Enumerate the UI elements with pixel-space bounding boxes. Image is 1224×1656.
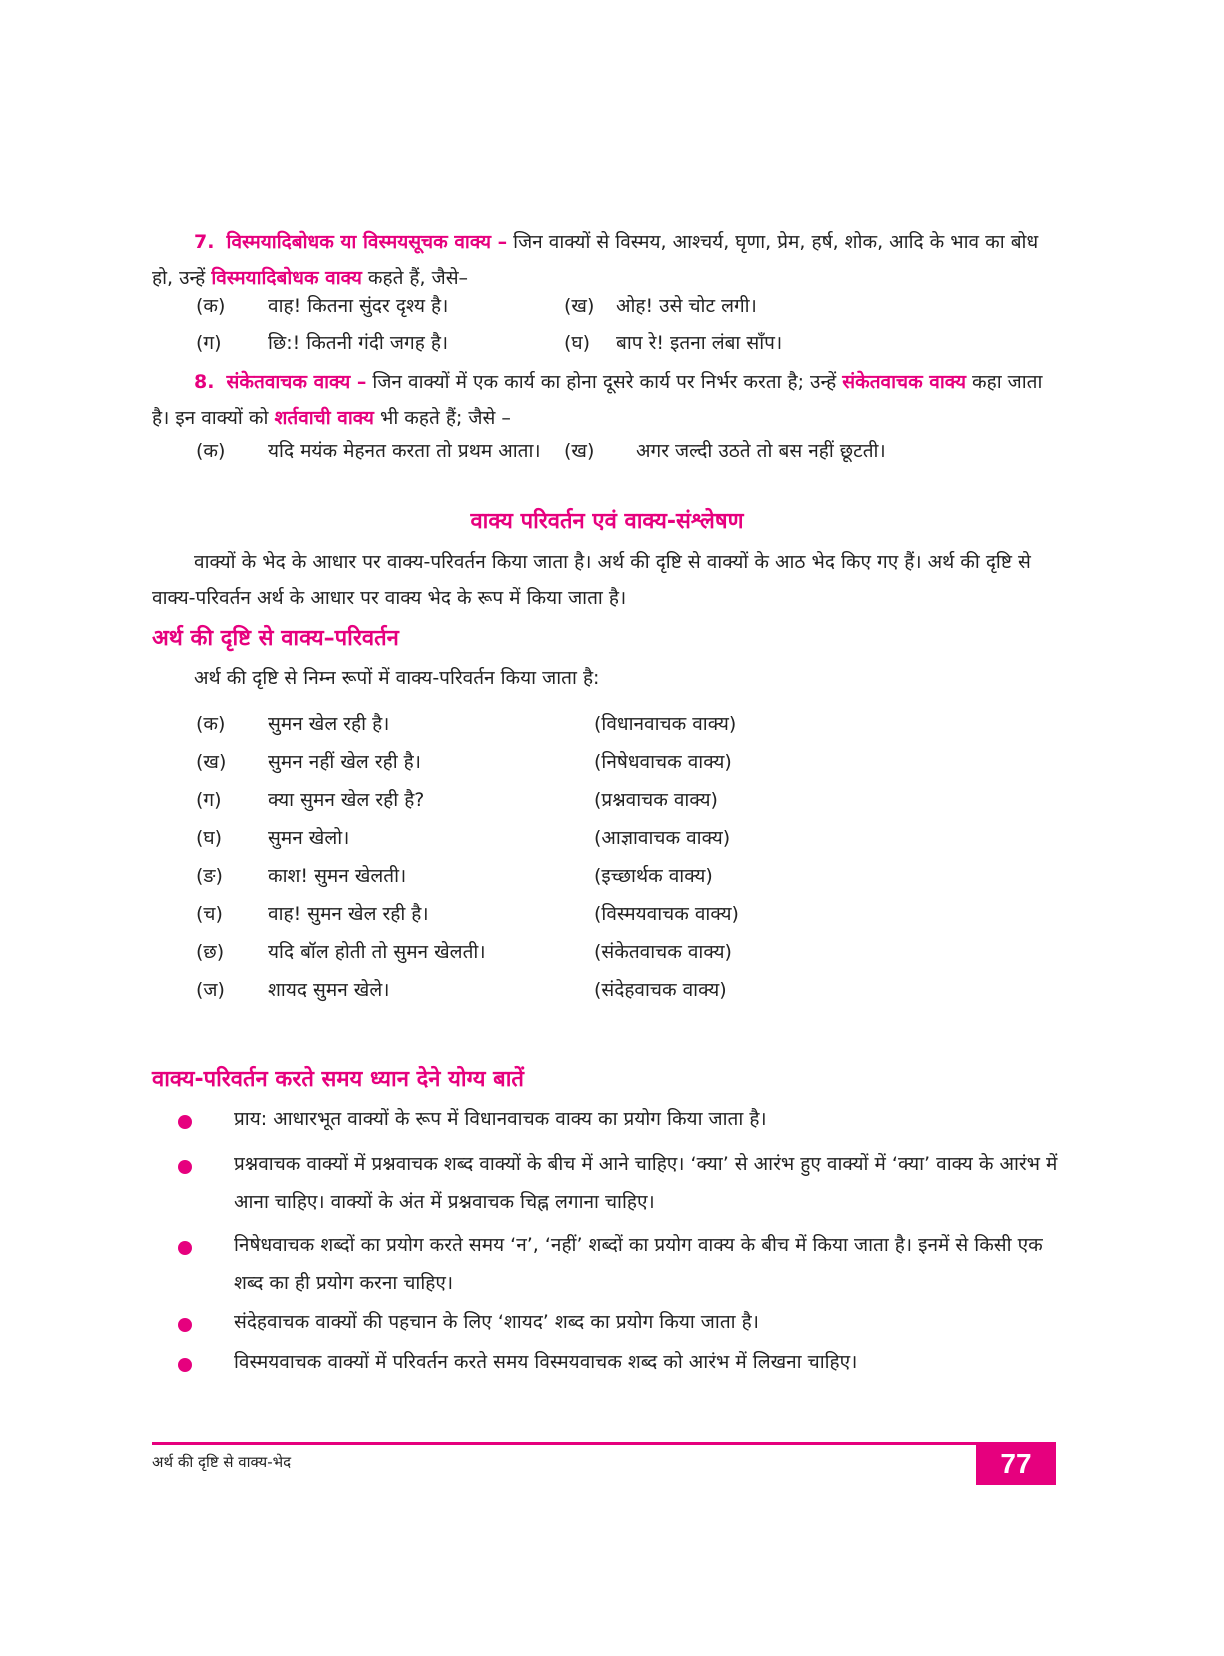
row-type: (इच्छार्थक वाक्य) bbox=[594, 865, 713, 887]
example-label: (ख) bbox=[564, 440, 595, 462]
sub-heading: अर्थ की दृष्टि से वाक्य–परिवर्तन bbox=[152, 626, 399, 651]
row-label: (च) bbox=[196, 903, 223, 925]
footer-divider bbox=[152, 1442, 1056, 1445]
row-label: (ज) bbox=[196, 979, 225, 1001]
section-8-text-3: भी कहते हैं; जैसे – bbox=[373, 407, 511, 429]
tip-text: विस्मयवाचक वाक्यों में परिवर्तन करते समय विस्मयवाचक शब्द को आरंभ में लिखना चाहिए। bbox=[234, 1351, 858, 1373]
row-sentence: सुमन नहीं खेल रही है। bbox=[268, 751, 421, 773]
main-heading: वाक्य परिवर्तन एवं वाक्य-संश्लेषण bbox=[470, 509, 744, 534]
section-8-text-1: जिन वाक्यों में एक कार्य का होना दूसरे कार्य पर निर्भर करता है; उन्हें bbox=[366, 371, 843, 393]
section-7-highlight: विस्मयादिबोधक वाक्य bbox=[211, 267, 362, 289]
section-8-highlight-1: संकेतवाचक वाक्य bbox=[842, 371, 966, 393]
example-text: बाप रे! इतना लंबा साँप। bbox=[616, 332, 783, 354]
example-label: (क) bbox=[196, 295, 226, 317]
tip-text: संदेहवाचक वाक्यों की पहचान के लिए ‘शायद’ शब्द का प्रयोग किया जाता है। bbox=[234, 1311, 759, 1333]
section-7-title: विस्मयादिबोधक या विस्मयसूचक वाक्य – bbox=[226, 231, 508, 253]
row-label: (ख) bbox=[196, 751, 227, 773]
example-text: वाह! कितना सुंदर दृश्य है। bbox=[268, 295, 449, 317]
row-type: (विधानवाचक वाक्य) bbox=[594, 713, 737, 735]
section-7-number: 7. bbox=[194, 231, 215, 253]
row-sentence: सुमन खेल रही है। bbox=[268, 713, 390, 735]
tip-text: प्रश्नवाचक वाक्यों में प्रश्नवाचक शब्द वाक्यों के बीच में आने चाहिए। ‘क्या’ से आरंभ हुए वाक्यों में ‘क्या’ वाक्य के आरंभ में आना चाहिए। वाक्यों के अंत में प्रश्नवाचक चिह्न लगाना चाहिए। bbox=[234, 1153, 1058, 1213]
bullet-dot-icon bbox=[178, 1160, 192, 1174]
section-8-paragraph bbox=[152, 364, 1062, 436]
row-sentence: वाह! सुमन खेल रही है। bbox=[268, 903, 429, 925]
example-text: अगर जल्दी उठते तो बस नहीं छूटती। bbox=[636, 440, 886, 462]
section-8-text-2: कहा जाता है। इन वाक्यों को bbox=[152, 371, 1043, 429]
row-sentence: सुमन खेलो। bbox=[268, 827, 350, 849]
bullet-dot-icon bbox=[178, 1115, 192, 1129]
page-number: 77 bbox=[976, 1442, 1056, 1485]
row-type: (विस्मयवाचक वाक्य) bbox=[594, 903, 739, 925]
bullet-dot-icon bbox=[178, 1241, 192, 1255]
footer-chapter-title: अर्थ की दृष्टि से वाक्य-भेद bbox=[152, 1453, 292, 1471]
example-text: छि:! कितनी गंदी जगह है। bbox=[268, 332, 449, 354]
row-type: (संकेतवाचक वाक्य) bbox=[594, 941, 732, 963]
row-sentence: क्या सुमन खेल रही है? bbox=[268, 789, 425, 811]
tip-text: निषेधवाचक शब्दों का प्रयोग करते समय ‘न’, ‘नहीं’ शब्दों का प्रयोग वाक्य के बीच में किया जाता है। इनमें से किसी एक शब्द का ही प्रयोग करना चाहिए। bbox=[234, 1234, 1043, 1294]
row-label: (छ) bbox=[196, 941, 225, 963]
section-7-text-1: जिन वाक्यों से विस्मय, आश्चर्य, घृणा, प्रेम, हर्ष, शोक, आदि के भाव का बोध हो, उन्हें bbox=[152, 231, 1039, 289]
row-label: (ग) bbox=[196, 789, 222, 811]
example-label: (घ) bbox=[564, 332, 591, 354]
example-label: (ख) bbox=[564, 295, 595, 317]
row-sentence: काश! सुमन खेलती। bbox=[268, 865, 407, 887]
section-7-paragraph bbox=[152, 224, 1062, 296]
section-8-number: 8. bbox=[194, 371, 215, 393]
section-8-title: संकेतवाचक वाक्य – bbox=[226, 371, 367, 393]
example-text: यदि मयंक मेहनत करता तो प्रथम आता। bbox=[268, 440, 541, 462]
section-7-text-2: कहते हैं, जैसे– bbox=[361, 267, 469, 289]
tips-heading: वाक्य-परिवर्तन करते समय ध्यान देने योग्य बातें bbox=[152, 1067, 524, 1092]
example-text: ओह! उसे चोट लगी। bbox=[616, 295, 757, 317]
tip-text: प्राय: आधारभूत वाक्यों के रूप में विधानवाचक वाक्य का प्रयोग किया जाता है। bbox=[234, 1108, 767, 1130]
bullet-dot-icon bbox=[178, 1358, 192, 1372]
row-sentence: शायद सुमन खेले। bbox=[268, 979, 390, 1001]
sub-intro: अर्थ की दृष्टि से निम्न रूपों में वाक्य-परिवर्तन किया जाता है: bbox=[194, 667, 600, 689]
bullet-dot-icon bbox=[178, 1318, 192, 1332]
row-type: (आज्ञावाचक वाक्य) bbox=[594, 827, 731, 849]
section-8-highlight-2: शर्तवाची वाक्य bbox=[274, 407, 374, 429]
intro-paragraph: वाक्यों के भेद के आधार पर वाक्य-परिवर्तन किया जाता है। अर्थ की दृष्टि से वाक्यों के आठ भेद किए गए हैं। अर्थ की दृष्टि से वाक्य-परिवर्तन अर्थ के आधार पर वाक्य भेद के रूप में किया जाता है। bbox=[152, 551, 1031, 609]
row-type: (निषेधवाचक वाक्य) bbox=[594, 751, 732, 773]
example-label: (क) bbox=[196, 440, 226, 462]
row-label: (ङ) bbox=[196, 865, 223, 887]
example-label: (ग) bbox=[196, 332, 222, 354]
row-sentence: यदि बॉल होती तो सुमन खेलती। bbox=[268, 941, 486, 963]
row-type: (संदेहवाचक वाक्य) bbox=[594, 979, 727, 1001]
row-label: (क) bbox=[196, 713, 226, 735]
row-label: (घ) bbox=[196, 827, 223, 849]
row-type: (प्रश्नवाचक वाक्य) bbox=[594, 789, 718, 811]
